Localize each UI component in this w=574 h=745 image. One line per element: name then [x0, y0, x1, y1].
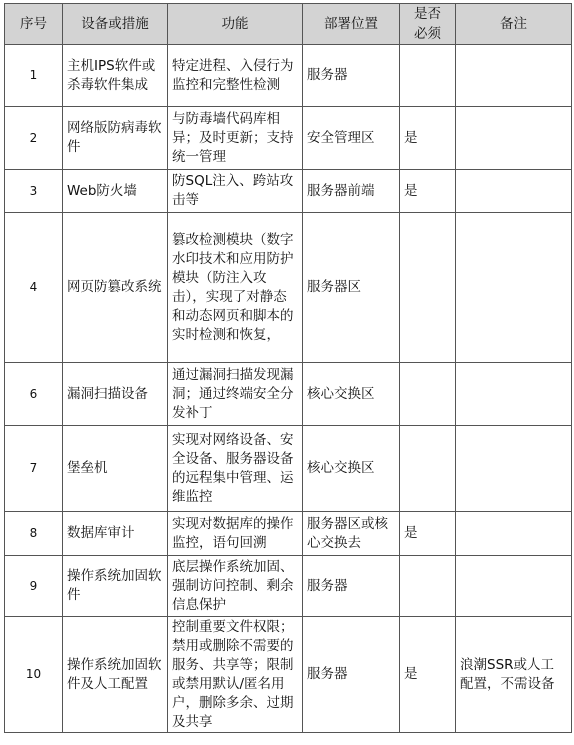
table-row	[5, 363, 572, 426]
cell-function: 控制重要文件权限；禁用或删除不需要的服务、共享等；限制或禁用默认/匿名用户，删除多余、过期及共享	[168, 617, 303, 733]
cell-required	[400, 426, 456, 512]
cell-function: 与防毒墙代码库相异；及时更新；支持统一管理	[168, 107, 303, 170]
cell-required: 是	[400, 512, 456, 556]
cell-location: 安全管理区	[303, 107, 400, 170]
header-device: 设备或措施	[63, 4, 168, 45]
cell-function: 底层操作系统加固、强制访问控制、剩余信息保护	[168, 556, 303, 617]
cell-note	[456, 213, 572, 363]
cell-required: 是	[400, 170, 456, 213]
cell-required: 是	[400, 107, 456, 170]
cell-device: 操作系统加固软件及人工配置	[63, 617, 168, 733]
header-location: 部署位置	[303, 4, 400, 45]
table-row	[5, 512, 572, 556]
cell-note	[456, 107, 572, 170]
cell-required	[400, 213, 456, 363]
cell-note	[456, 512, 572, 556]
cell-device: 数据库审计	[63, 512, 168, 556]
cell-function: 防SQL注入、跨站攻击等	[168, 170, 303, 213]
cell-location: 服务器前端	[303, 170, 400, 213]
cell-required: 是	[400, 617, 456, 733]
cell-required	[400, 556, 456, 617]
cell-location: 核心交换区	[303, 426, 400, 512]
cell-no: 2	[5, 107, 63, 170]
table-row	[5, 426, 572, 512]
cell-no: 4	[5, 213, 63, 363]
cell-note	[456, 363, 572, 426]
cell-no: 7	[5, 426, 63, 512]
table-row	[5, 213, 572, 363]
table-row	[5, 617, 572, 733]
cell-required	[400, 45, 456, 107]
cell-note	[456, 426, 572, 512]
cell-function: 特定进程、入侵行为监控和完整性检测	[168, 45, 303, 107]
cell-device: 网络版防病毒软件	[63, 107, 168, 170]
cell-device: 主机IPS软件或杀毒软件集成	[63, 45, 168, 107]
table-row	[5, 107, 572, 170]
cell-no: 6	[5, 363, 63, 426]
header-row	[5, 4, 572, 45]
header-function: 功能	[168, 4, 303, 45]
cell-note	[456, 45, 572, 107]
cell-location: 服务器	[303, 556, 400, 617]
cell-device: 堡垒机	[63, 426, 168, 512]
cell-device: 网页防篡改系统	[63, 213, 168, 363]
cell-function: 篡改检测模块（数字水印技术和应用防护模块（防注入攻击），实现了对静态和动态网页和脚本的实时检测和恢复，	[168, 213, 303, 363]
cell-device: 操作系统加固软件	[63, 556, 168, 617]
table-row	[5, 556, 572, 617]
cell-no: 9	[5, 556, 63, 617]
cell-location: 服务器	[303, 617, 400, 733]
cell-function: 实现对网络设备、安全设备、服务器设备的远程集中管理、运维监控	[168, 426, 303, 512]
table-row	[5, 45, 572, 107]
cell-function: 通过漏洞扫描发现漏洞；通过终端安全分发补丁	[168, 363, 303, 426]
cell-no: 1	[5, 45, 63, 107]
cell-device: Web防火墙	[63, 170, 168, 213]
cell-location: 服务器区	[303, 213, 400, 363]
header-required: 是否必须	[400, 4, 456, 45]
cell-required	[400, 363, 456, 426]
header-note: 备注	[456, 4, 572, 45]
cell-note	[456, 556, 572, 617]
cell-no: 10	[5, 617, 63, 733]
cell-no: 3	[5, 170, 63, 213]
cell-note	[456, 170, 572, 213]
cell-note: 浪潮SSR或人工配置，不需设备	[456, 617, 572, 733]
header-no: 序号	[5, 4, 63, 45]
cell-no: 8	[5, 512, 63, 556]
cell-function: 实现对数据库的操作监控，语句回溯	[168, 512, 303, 556]
cell-location: 服务器	[303, 45, 400, 107]
table-row	[5, 170, 572, 213]
cell-location: 核心交换区	[303, 363, 400, 426]
cell-location: 服务器区或核心交换去	[303, 512, 400, 556]
security-measures-table	[4, 3, 572, 733]
cell-device: 漏洞扫描设备	[63, 363, 168, 426]
